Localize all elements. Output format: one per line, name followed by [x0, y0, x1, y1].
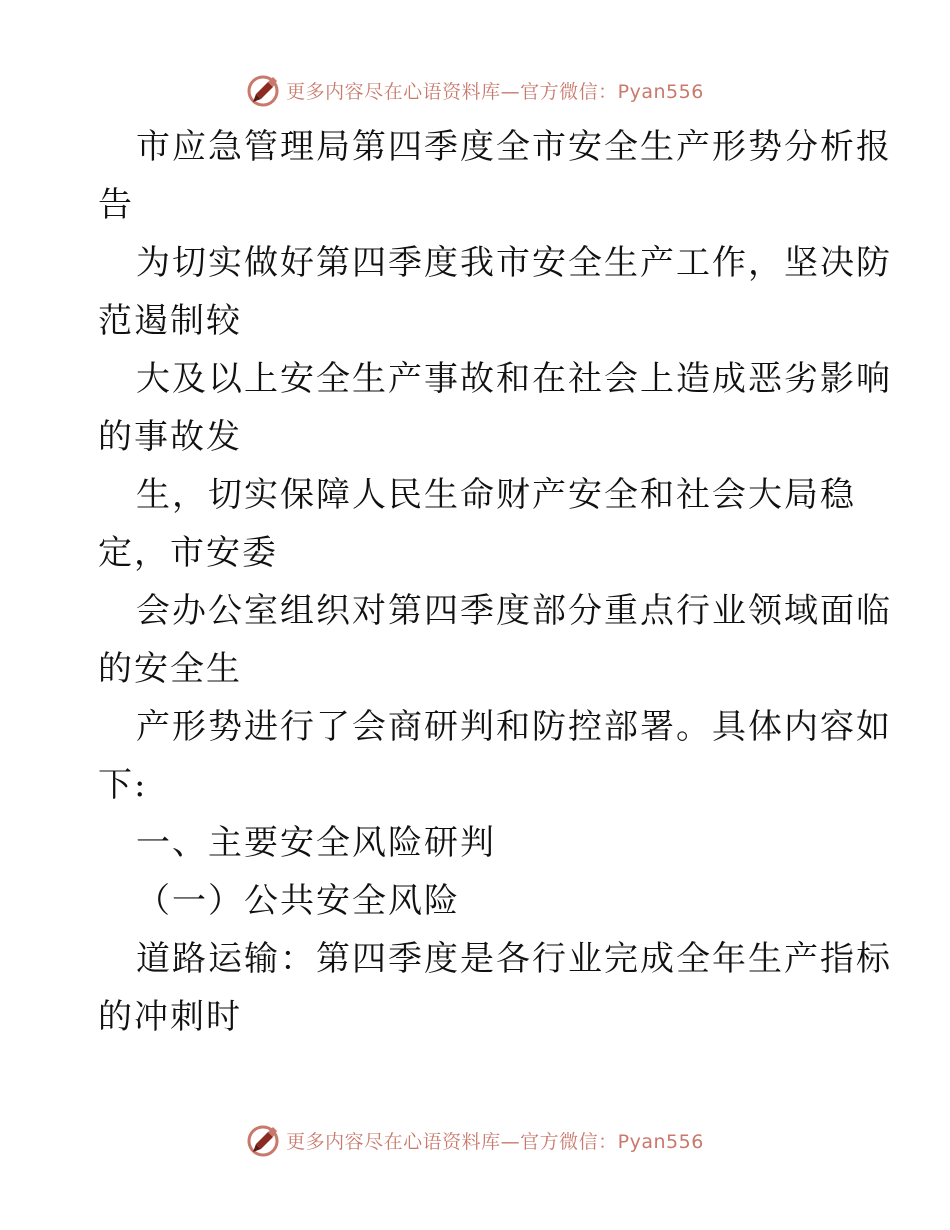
body-line: 的安全生 — [98, 649, 242, 689]
header-watermark-banner — [0, 70, 950, 110]
body-line: 大及以上安全生产事故和在社会上造成恶劣影响 — [136, 359, 892, 399]
body-line: 的冲刺时 — [98, 997, 242, 1037]
subsection-heading: （一）公共安全风险 — [136, 881, 460, 921]
body-line: 的事故发 — [98, 417, 242, 457]
document-body — [98, 118, 892, 1046]
section-heading: 一、主要安全风险研判 — [136, 823, 496, 863]
body-line: 产形势进行了会商研判和防控部署。具体内容如 — [136, 707, 892, 747]
watermark-text: 更多内容尽在心语资料库—官方微信：Pyan556 — [286, 1130, 704, 1153]
watermark-text: 更多内容尽在心语资料库—官方微信：Pyan556 — [286, 80, 704, 103]
document-title-line-2: 告 — [98, 185, 134, 225]
body-line: 生，切实保障人民生命财产安全和社会大局稳 — [136, 475, 856, 515]
footer-watermark-banner — [0, 1120, 950, 1160]
pen-logo-icon — [246, 1122, 282, 1158]
pen-logo-icon — [246, 72, 282, 108]
body-line: 范遏制较 — [98, 301, 242, 341]
body-line: 为切实做好第四季度我市安全生产工作，坚决防 — [136, 243, 892, 283]
body-line: 道路运输：第四季度是各行业完成全年生产指标 — [136, 939, 892, 979]
body-line: 下: — [98, 765, 148, 805]
document-title-line-1: 市应急管理局第四季度全市安全生产形势分析报 — [136, 127, 892, 167]
body-line: 会办公室组织对第四季度部分重点行业领域面临 — [136, 591, 892, 631]
body-line: 定，市安委 — [98, 533, 278, 573]
